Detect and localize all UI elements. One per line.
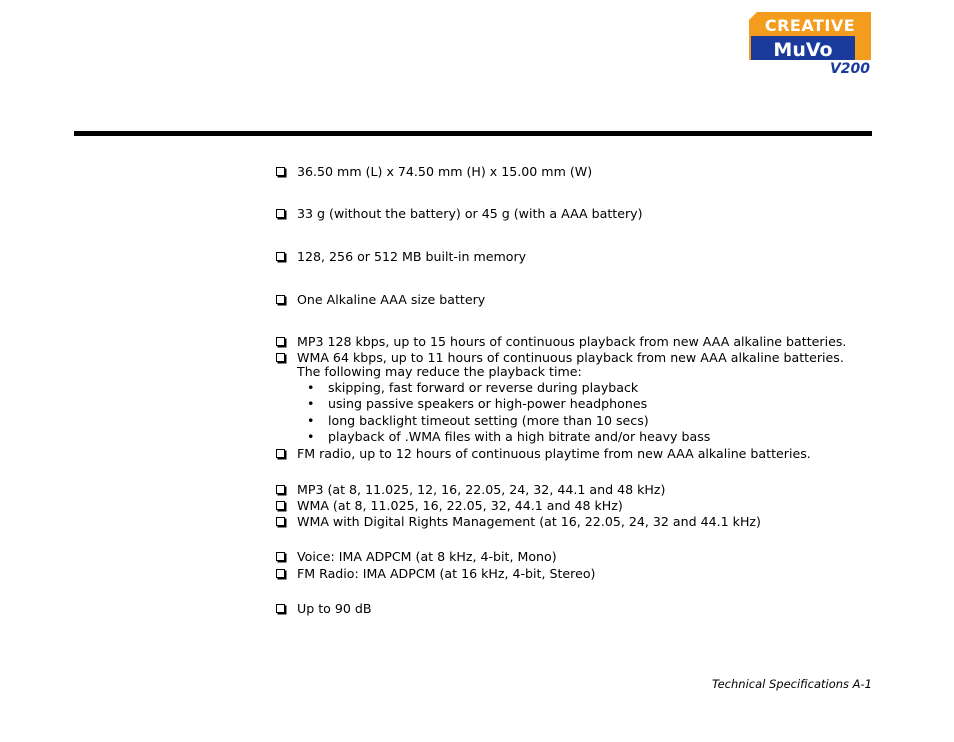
- spec-text: WMA with Digital Rights Management (at 16, 22.05, 24, 32 and 44.1 kHz): [297, 514, 761, 529]
- logo-product-text: MuVo: [773, 39, 833, 61]
- checkbox-icon: [276, 552, 285, 561]
- header-rule: [74, 131, 872, 136]
- bullet-text: long backlight timeout setting (more than 10 secs): [328, 413, 649, 428]
- checkbox-icon: [276, 485, 285, 494]
- spec-text: Up to 90 dB: [297, 601, 372, 616]
- checkbox-icon: [276, 167, 285, 176]
- bullet-icon: •: [307, 413, 315, 428]
- checkbox-icon: [276, 209, 285, 218]
- bullet-text: skipping, fast forward or reverse during playback: [328, 380, 639, 395]
- spec-note: The following may reduce the playback time:: [297, 364, 582, 379]
- checkbox-icon: [276, 569, 285, 578]
- spec-text: MP3 (at 8, 11.025, 12, 16, 22.05, 24, 32, 44.1 and 48 kHz): [297, 482, 666, 497]
- bullet-icon: •: [307, 429, 315, 444]
- spec-text: Voice: IMA ADPCM (at 8 kHz, 4-bit, Mono): [297, 549, 557, 564]
- spec-text: 36.50 mm (L) x 74.50 mm (H) x 15.00 mm (W): [297, 164, 593, 179]
- logo-model-text: V200: [829, 61, 870, 76]
- logo-brand-text: CREATIVE: [764, 16, 856, 35]
- checkbox-icon: [276, 501, 285, 510]
- spec-text: WMA 64 kbps, up to 11 hours of continuous playback from new AAA alkaline batteries.: [297, 350, 844, 365]
- spec-text: MP3 128 kbps, up to 15 hours of continuous playback from new AAA alkaline batteries.: [297, 334, 847, 349]
- page-footer: Technical Specifications A-1: [712, 677, 872, 691]
- checkbox-icon: [276, 353, 285, 362]
- checkbox-icon: [276, 295, 285, 304]
- spec-text: One Alkaline AAA size battery: [297, 292, 486, 307]
- checkbox-icon: [276, 252, 285, 261]
- checkbox-icon: [276, 517, 285, 526]
- checkbox-icon: [276, 337, 285, 346]
- creative-muvo-v200-logo: [749, 10, 871, 76]
- bullet-icon: •: [307, 396, 315, 411]
- spec-text: WMA (at 8, 11.025, 16, 22.05, 32, 44.1 and 48 kHz): [297, 498, 623, 513]
- spec-text: 128, 256 or 512 MB built-in memory: [297, 249, 527, 264]
- spec-text: 33 g (without the battery) or 45 g (with a AAA battery): [297, 206, 643, 221]
- checkbox-icon: [276, 449, 285, 458]
- spec-text: FM Radio: IMA ADPCM (at 16 kHz, 4-bit, Stereo): [297, 566, 596, 581]
- bullet-text: playback of .WMA files with a high bitrate and/or heavy bass: [328, 429, 711, 444]
- spec-text: FM radio, up to 12 hours of continuous playtime from new AAA alkaline batteries.: [297, 446, 811, 461]
- bullet-icon: •: [307, 380, 315, 395]
- bullet-text: using passive speakers or high-power headphones: [328, 396, 648, 411]
- checkbox-icon: [276, 604, 285, 613]
